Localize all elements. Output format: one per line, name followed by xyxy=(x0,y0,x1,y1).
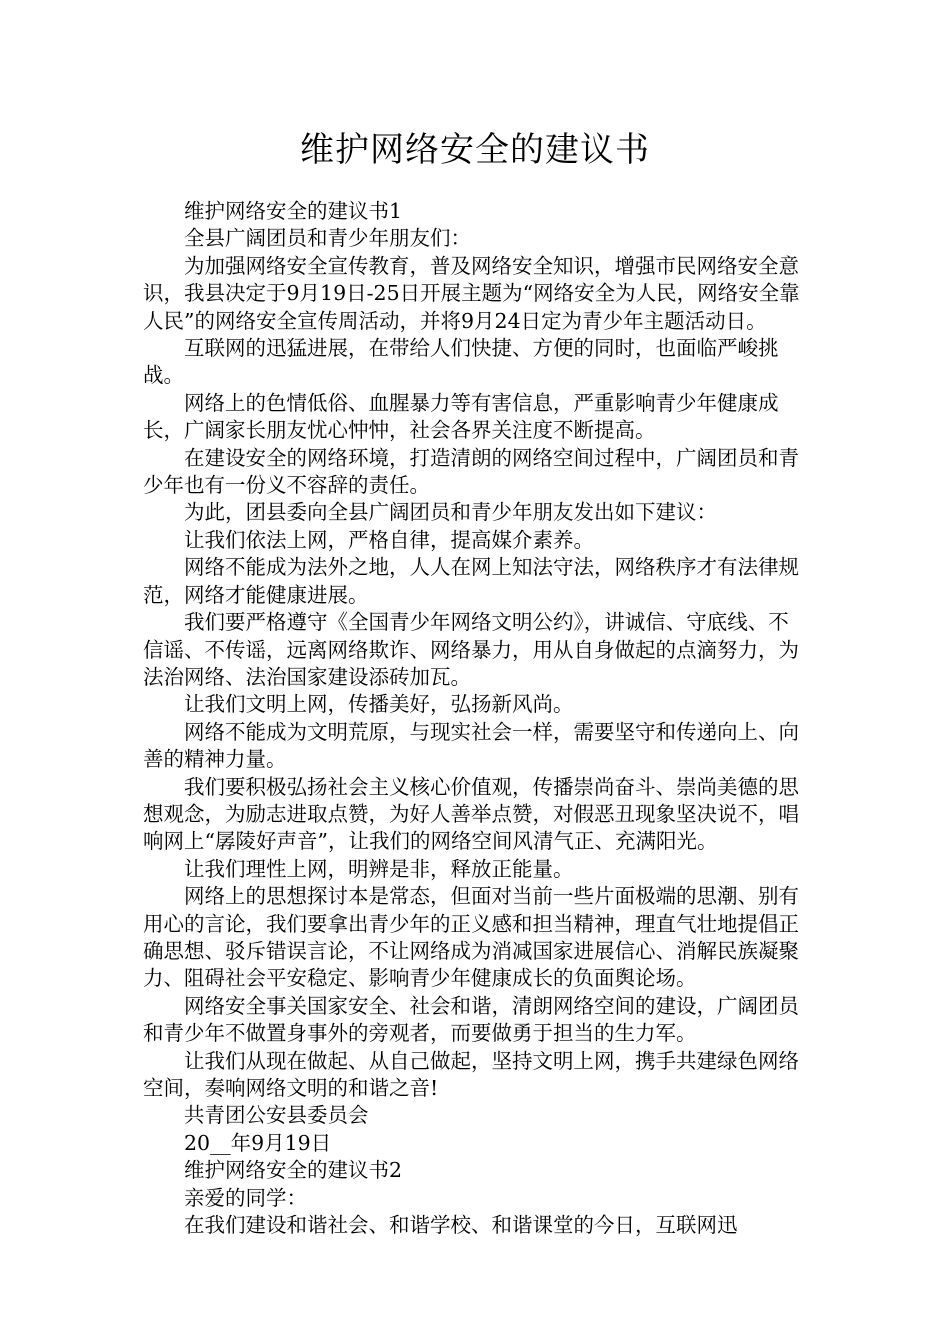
paragraph: 我们要严格遵守《全国青少年网络文明公约》，讲诚信、守底线、不信谣、不传谣，远离网络欺诈、网络暴力，用从自身做起的点滴努力，为法治网络、法治国家建设添砖加瓦。 xyxy=(143,610,799,689)
paragraph: 网络上的色情低俗、血腥暴力等有害信息，严重影响青少年健康成长，广阔家长朋友忧心忡忡，社会各界关注度不断提高。 xyxy=(143,390,779,443)
salutation: 全县广阔团员和青少年朋友们： xyxy=(184,226,471,251)
paragraph: 在我们建设和谐社会、和谐学校、和谐课堂的今日，互联网迅 xyxy=(184,1213,738,1238)
paragraph: 让我们理性上网，明辨是非，释放正能量。 xyxy=(184,856,574,881)
paragraph: 为此，团县委向全县广阔团员和青少年朋友发出如下建议： xyxy=(184,500,717,525)
document-title: 维护网络安全的建议书 xyxy=(300,130,650,170)
paragraph: 互联网的迅猛进展，在带给人们快捷、方便的同时，也面临严峻挑战。 xyxy=(143,336,779,388)
paragraph: 让我们依法上网，严格自律，提高媒介素养。 xyxy=(184,527,594,552)
paragraph: 网络不能成为法外之地，人人在网上知法守法，网络秩序才有法律规范，网络才能健康进展。 xyxy=(143,555,799,607)
paragraph: 让我们从现在做起、从自己做起，坚持文明上网，携手共建绿色网络空间，奏响网络文明的和谐之音! xyxy=(143,1048,799,1100)
signature-date: 20__年9月19日 xyxy=(184,1130,332,1155)
section-heading-1: 维护网络安全的建议书1 xyxy=(184,199,403,223)
paragraph: 网络上的思想探讨本是常态，但面对当前一些片面极端的思潮、别有用心的言论，我们要拿出青少年的正义感和担当精神，理直气壮地提倡正确思想、驳斥错误言论，不让网络成为消减国家进展信心、消解民族凝聚力、阻碍社会平安稳定、影响青少年健康成长的负面舆论场。 xyxy=(143,884,799,991)
paragraph: 为加强网络安全宣传教育，普及网络安全知识，增强市民网络安全意识，我县决定于9月19日-25日开展主题为“网络安全为人民，网络安全靠人民”的网络安全宣传周活动，并将9月24日定为青少年主题活动日。 xyxy=(143,253,800,333)
paragraph: 网络不能成为文明荒原，与现实社会一样，需要坚守和传递向上、向善的精神力量。 xyxy=(143,719,799,772)
document-body xyxy=(143,198,808,1239)
paragraph: 在建设安全的网络环境，打造清朗的网络空间过程中，广阔团员和青少年也有一份义不容辞的责任。 xyxy=(143,445,799,498)
paragraph: 我们要积极弘扬社会主义核心价值观，传播崇尚奋斗、崇尚美德的思想观念，为励志进取点赞，为好人善举点赞，对假恶丑现象坚决说不，唱响网上“孱陵好声音”，让我们的网络空间风清气正、充满阳光。 xyxy=(143,774,799,854)
paragraph: 让我们文明上网，传播美好，弘扬新风尚。 xyxy=(184,692,574,717)
section-heading-2: 维护网络安全的建议书2 xyxy=(184,1158,403,1183)
paragraph: 网络安全事关国家安全、社会和谐，清朗网络空间的建设，广阔团员和青少年不做置身事外的旁观者，而要做勇于担当的生力军。 xyxy=(143,993,799,1046)
salutation: 亲爱的同学： xyxy=(184,1185,307,1210)
signature-organization: 共青团公安县委员会 xyxy=(184,1103,369,1128)
